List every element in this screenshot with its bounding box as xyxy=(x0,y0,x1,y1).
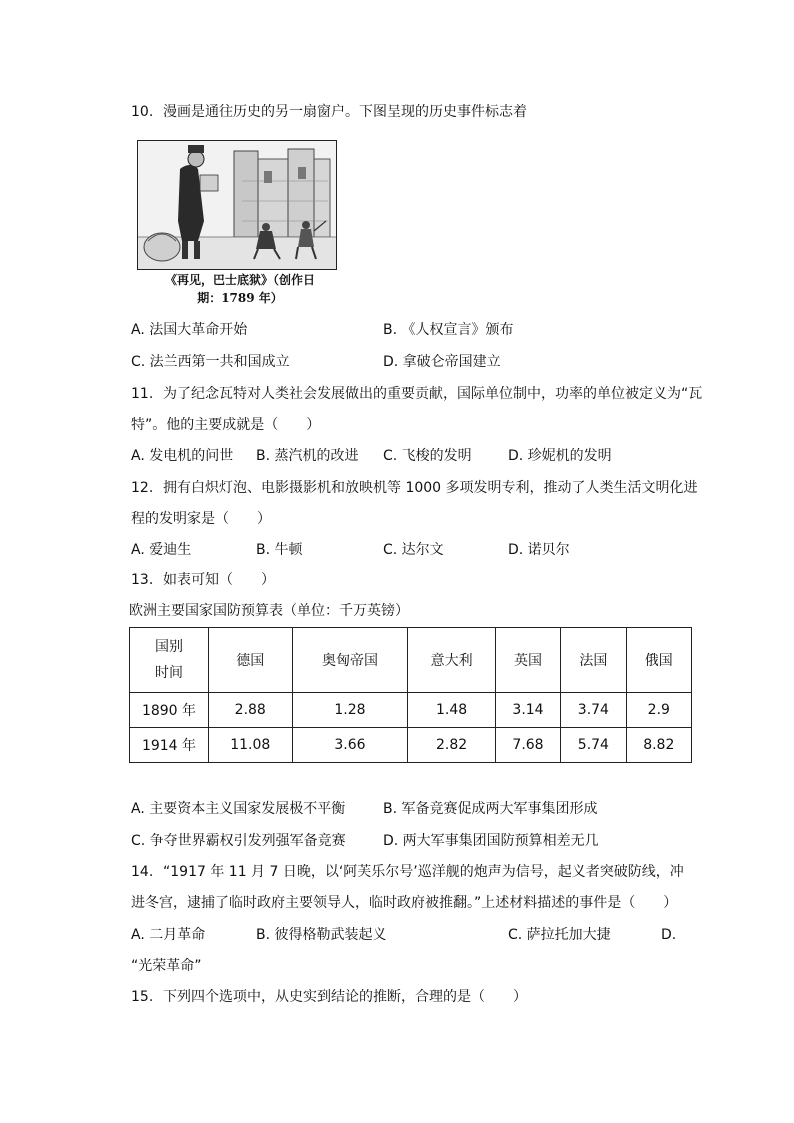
budget-cell: 8.82 xyxy=(626,728,691,763)
country-header: 奥匈帝国 xyxy=(292,628,408,693)
country-header: 德国 xyxy=(209,628,293,693)
q10-option-d: D. 拿破仑帝国建立 xyxy=(383,354,501,370)
q14-option-d-text: “光荣革命” xyxy=(131,958,202,974)
q12-option-c: C. 达尔文 xyxy=(383,542,444,558)
q12-option-a: A. 爱迪生 xyxy=(131,542,192,558)
table-title: 欧洲主要国家国防预算表（单位：千万英镑） xyxy=(129,603,409,619)
budget-cell: 2.88 xyxy=(209,693,293,728)
q13-number: 13. xyxy=(131,572,154,588)
q10-option-b: B. 《人权宣言》颁布 xyxy=(383,322,514,338)
q12-stem-1: 拥有白炽灯泡、电影摄影机和放映机等 1000 多项发明专利，推动了人类生活文明化进 xyxy=(163,480,698,496)
q14-option-b: B. 彼得格勒武装起义 xyxy=(256,927,387,943)
budget-cell: 3.14 xyxy=(495,693,560,728)
q13-option-b: B. 军备竞赛促成两大军事集团形成 xyxy=(383,801,598,817)
q14-stem-1: “1917 年 11 月 7 日晚，以‘阿芙乐尔号’巡洋舰的炮声为信号，起义者突破防线，冲 xyxy=(163,864,684,880)
budget-cell: 3.66 xyxy=(292,728,408,763)
q12-stem-line-2: 程的发明家是（ ） xyxy=(131,511,271,527)
q10-stem-line xyxy=(131,102,527,122)
country-header: 英国 xyxy=(495,628,560,693)
table-row xyxy=(130,693,692,728)
q12-number: 12. xyxy=(131,480,154,496)
q11-stem-line-1 xyxy=(131,384,702,404)
budget-cell: 3.74 xyxy=(561,693,626,728)
budget-cell: 1.48 xyxy=(408,693,495,728)
budget-cell: 1.28 xyxy=(292,693,408,728)
q13-option-c: C. 争夺世界霸权引发列强军备竞赛 xyxy=(131,833,346,849)
q14-option-c: C. 萨拉托加大捷 xyxy=(508,927,611,943)
country-header: 法国 xyxy=(561,628,626,693)
corner-cell xyxy=(130,628,209,693)
q11-stem-line-2: 特”。他的主要成就是（ ） xyxy=(131,417,321,433)
q11-number: 11. xyxy=(131,386,154,402)
q13-option-a: A. 主要资本主义国家发展极不平衡 xyxy=(131,801,346,817)
q14-option-a: A. 二月革命 xyxy=(131,927,206,943)
q11-option-a: A. 发电机的问世 xyxy=(131,448,234,464)
cartoon-caption xyxy=(140,271,340,307)
caption-line-2: 期：1789 年） xyxy=(197,291,283,305)
country-header: 意大利 xyxy=(408,628,495,693)
q14-number: 14. xyxy=(131,864,154,880)
q14-stem-line-1 xyxy=(131,862,684,882)
table-header-row xyxy=(130,628,692,693)
q11-option-c: C. 飞梭的发明 xyxy=(383,448,472,464)
corner-top: 国别 xyxy=(155,639,183,655)
q11-stem-1: 为了纪念瓦特对人类社会发展做出的重要贡献，国际单位制中，功率的单位被定义为“瓦 xyxy=(163,386,703,402)
q12-stem-line-1 xyxy=(131,478,698,498)
budget-cell: 5.74 xyxy=(561,728,626,763)
q13-stem-line xyxy=(131,570,275,590)
q15-stem-line xyxy=(131,987,527,1007)
budget-cell: 2.9 xyxy=(626,693,691,728)
budget-cell: 2.82 xyxy=(408,728,495,763)
q12-option-d: D. 诺贝尔 xyxy=(508,542,570,558)
corner-bottom: 时间 xyxy=(155,665,183,681)
q11-option-d: D. 珍妮机的发明 xyxy=(508,448,612,464)
q15-number: 15. xyxy=(131,989,154,1005)
budget-cell: 7.68 xyxy=(495,728,560,763)
q13-option-d: D. 两大军事集团国防预算相差无几 xyxy=(383,833,599,849)
q14-stem-line-2: 进冬宫，逮捕了临时政府主要领导人，临时政府被推翻。”上述材料描述的事件是（ ） xyxy=(131,895,678,911)
budget-cell: 11.08 xyxy=(209,728,293,763)
q10-option-a: A. 法国大革命开始 xyxy=(131,322,248,338)
q15-stem: 下列四个选项中，从史实到结论的推断，合理的是（ ） xyxy=(163,989,527,1005)
country-header: 俄国 xyxy=(626,628,691,693)
q10-number: 10. xyxy=(131,104,154,120)
q12-option-b: B. 牛顿 xyxy=(256,542,303,558)
defense-budget-table xyxy=(129,627,692,763)
year-cell: 1890 年 xyxy=(130,693,209,728)
bastille-cartoon-image xyxy=(137,140,337,270)
q10-stem: 漫画是通往历史的另一扇窗户。下图呈现的历史事件标志着 xyxy=(163,104,527,120)
year-cell: 1914 年 xyxy=(130,728,209,763)
q13-stem: 如表可知（ ） xyxy=(163,572,275,588)
q11-option-b: B. 蒸汽机的改进 xyxy=(256,448,359,464)
q10-option-c: C. 法兰西第一共和国成立 xyxy=(131,354,290,370)
table-row xyxy=(130,728,692,763)
q14-option-d: D. xyxy=(661,927,677,943)
cartoon-illustration xyxy=(138,141,336,269)
caption-line-1: 《再见，巴士底狱》（创作日 xyxy=(164,273,315,287)
